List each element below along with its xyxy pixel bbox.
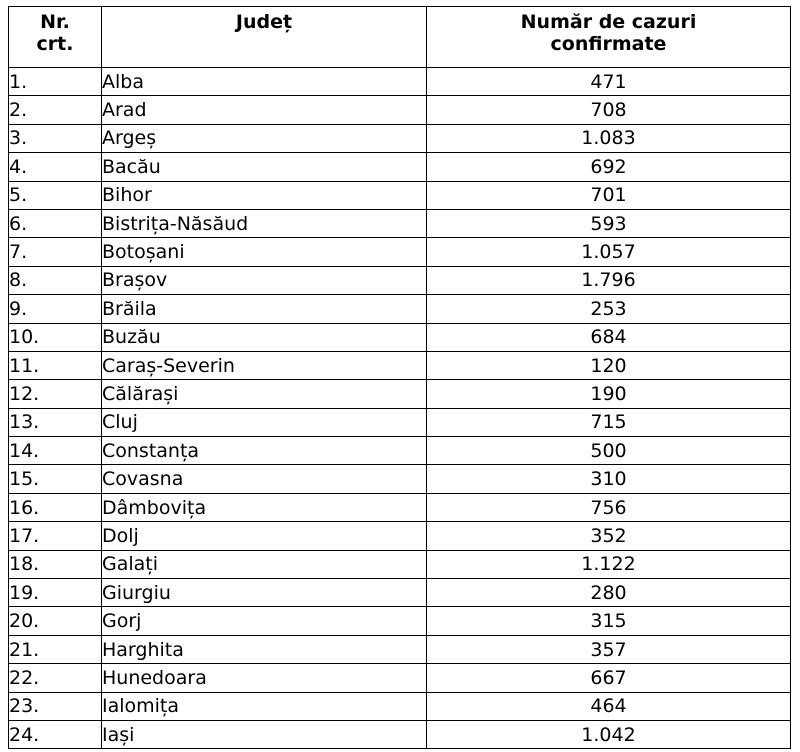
row-number-cell: 18.: [9, 550, 102, 578]
row-number-cell: 14.: [9, 437, 102, 465]
case-count-cell: 1.796: [427, 266, 791, 294]
county-name-cell: Argeș: [102, 124, 427, 152]
case-count-cell: 1.057: [427, 238, 791, 266]
row-number-cell: 8.: [9, 266, 102, 294]
table-row: [9, 181, 791, 209]
row-number-cell: 22.: [9, 664, 102, 692]
table-row: [9, 550, 791, 578]
row-number-cell: 24.: [9, 720, 102, 748]
table-row: [9, 437, 791, 465]
case-count-cell: 692: [427, 153, 791, 181]
case-count-cell: 471: [427, 68, 791, 96]
row-number-cell: 16.: [9, 493, 102, 521]
table-row: [9, 153, 791, 181]
table-row: [9, 124, 791, 152]
county-name-cell: Bacău: [102, 153, 427, 181]
table-row: [9, 266, 791, 294]
row-number-cell: 17.: [9, 522, 102, 550]
row-number-cell: 9.: [9, 295, 102, 323]
county-name-cell: Călărași: [102, 380, 427, 408]
row-number-cell: 1.: [9, 68, 102, 96]
row-number-cell: 10.: [9, 323, 102, 351]
county-name-cell: Botoșani: [102, 238, 427, 266]
case-count-cell: 500: [427, 437, 791, 465]
table-header: [9, 7, 791, 68]
case-count-cell: 593: [427, 209, 791, 237]
header-nr-line2: crt.: [36, 33, 74, 55]
county-name-cell: Ialomița: [102, 692, 427, 720]
row-number-cell: 3.: [9, 124, 102, 152]
row-number-cell: 4.: [9, 153, 102, 181]
confirmed-cases-table: [8, 6, 791, 749]
county-name-cell: Hunedoara: [102, 664, 427, 692]
table-row: [9, 635, 791, 663]
row-number-cell: 13.: [9, 408, 102, 436]
case-count-cell: 756: [427, 493, 791, 521]
county-name-cell: Arad: [102, 96, 427, 124]
header-nr-line1: Nr.: [40, 11, 70, 33]
case-count-cell: 1.042: [427, 720, 791, 748]
case-count-cell: 464: [427, 692, 791, 720]
header-judet-label: Județ: [235, 11, 293, 33]
header-judet: [102, 7, 427, 68]
county-name-cell: Brașov: [102, 266, 427, 294]
row-number-cell: 19.: [9, 579, 102, 607]
row-number-cell: 21.: [9, 635, 102, 663]
county-name-cell: Constanța: [102, 437, 427, 465]
table-row: [9, 380, 791, 408]
table-row: [9, 465, 791, 493]
county-name-cell: Cluj: [102, 408, 427, 436]
case-count-cell: 253: [427, 295, 791, 323]
header-confirmed-cases: [427, 7, 791, 68]
row-number-cell: 6.: [9, 209, 102, 237]
county-name-cell: Bistrița-Năsăud: [102, 209, 427, 237]
county-name-cell: Gorj: [102, 607, 427, 635]
case-count-cell: 120: [427, 351, 791, 379]
table-row: [9, 522, 791, 550]
case-count-cell: 1.122: [427, 550, 791, 578]
table-body: [9, 68, 791, 749]
case-count-cell: 280: [427, 579, 791, 607]
table-row: [9, 323, 791, 351]
county-name-cell: Dolj: [102, 522, 427, 550]
case-count-cell: 357: [427, 635, 791, 663]
row-number-cell: 5.: [9, 181, 102, 209]
table-row: [9, 720, 791, 748]
row-number-cell: 12.: [9, 380, 102, 408]
table-row: [9, 238, 791, 266]
row-number-cell: 23.: [9, 692, 102, 720]
county-name-cell: Iași: [102, 720, 427, 748]
county-name-cell: Bihor: [102, 181, 427, 209]
county-name-cell: Harghita: [102, 635, 427, 663]
case-count-cell: 1.083: [427, 124, 791, 152]
table-row: [9, 68, 791, 96]
case-count-cell: 190: [427, 380, 791, 408]
header-cases-line2: confirmate: [550, 33, 667, 55]
table-row: [9, 692, 791, 720]
table-row: [9, 579, 791, 607]
case-count-cell: 315: [427, 607, 791, 635]
county-name-cell: Dâmbovița: [102, 493, 427, 521]
table-row: [9, 295, 791, 323]
row-number-cell: 2.: [9, 96, 102, 124]
row-number-cell: 7.: [9, 238, 102, 266]
header-cases-line1: Număr de cazuri: [520, 11, 697, 33]
county-name-cell: Galați: [102, 550, 427, 578]
case-count-cell: 684: [427, 323, 791, 351]
county-name-cell: Covasna: [102, 465, 427, 493]
county-name-cell: Brăila: [102, 295, 427, 323]
table-row: [9, 664, 791, 692]
case-count-cell: 708: [427, 96, 791, 124]
table-row: [9, 209, 791, 237]
case-count-cell: 715: [427, 408, 791, 436]
header-row: [9, 7, 791, 68]
table-row: [9, 96, 791, 124]
case-count-cell: 667: [427, 664, 791, 692]
table-row: [9, 607, 791, 635]
table-row: [9, 351, 791, 379]
table-row: [9, 408, 791, 436]
case-count-cell: 310: [427, 465, 791, 493]
row-number-cell: 11.: [9, 351, 102, 379]
row-number-cell: 15.: [9, 465, 102, 493]
county-name-cell: Buzău: [102, 323, 427, 351]
row-number-cell: 20.: [9, 607, 102, 635]
header-nr-crt: [9, 7, 102, 68]
county-name-cell: Caraș-Severin: [102, 351, 427, 379]
case-count-cell: 701: [427, 181, 791, 209]
county-name-cell: Alba: [102, 68, 427, 96]
table-row: [9, 493, 791, 521]
case-count-cell: 352: [427, 522, 791, 550]
county-name-cell: Giurgiu: [102, 579, 427, 607]
